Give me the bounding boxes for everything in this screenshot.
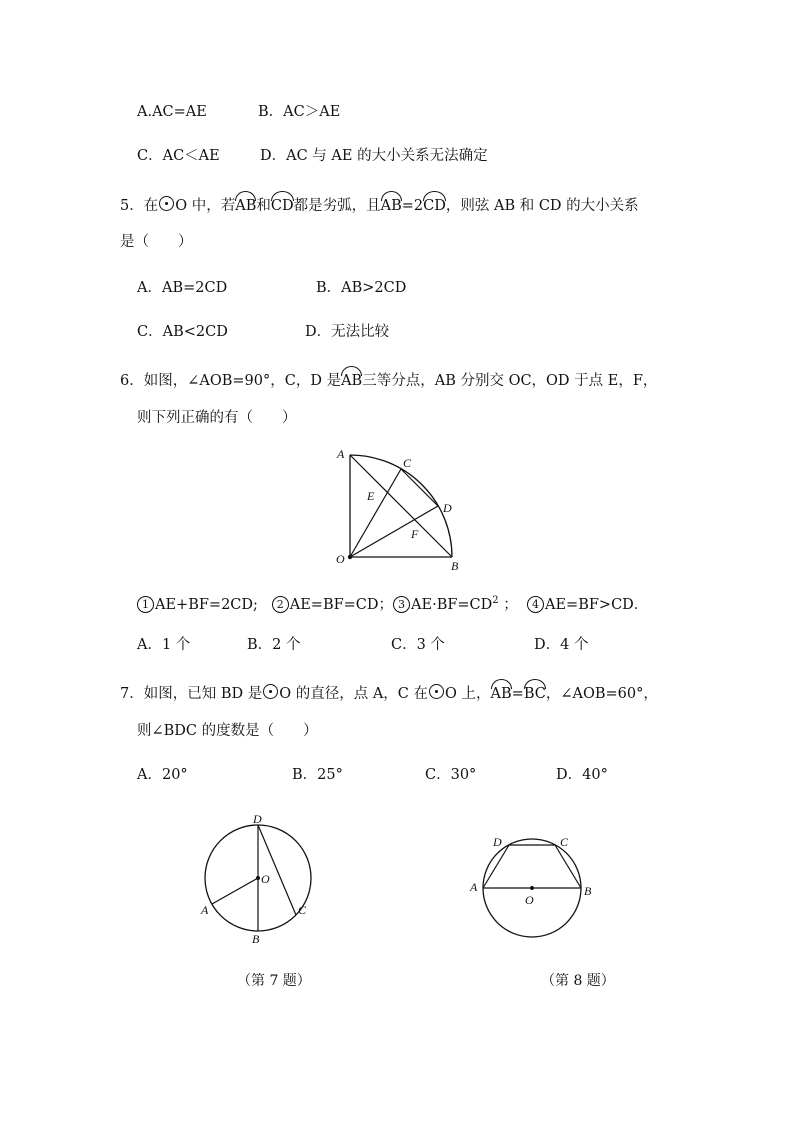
q4-option-c: C．AC＜AE bbox=[137, 148, 220, 164]
q6-option-d: D．4 个 bbox=[534, 637, 589, 653]
circled-4-icon: 4 bbox=[527, 596, 544, 613]
q7-label-d: D bbox=[253, 812, 262, 826]
circled-3-icon: 3 bbox=[393, 596, 410, 613]
q6-option-a: A．1 个 bbox=[137, 637, 191, 653]
q8-figure bbox=[465, 830, 600, 945]
q6-segment-ab bbox=[350, 455, 452, 557]
q7-figure bbox=[195, 810, 325, 945]
q6-label-f: F bbox=[411, 527, 419, 541]
q8-label-c: C bbox=[560, 835, 569, 849]
arc-cd-2: CD bbox=[423, 198, 446, 214]
q7-segment-dc bbox=[258, 825, 296, 915]
arc-cd: CD bbox=[270, 198, 294, 214]
arc-ab: AB bbox=[235, 198, 257, 214]
q7-label-a: A bbox=[201, 903, 209, 917]
arc-ab: AB bbox=[341, 373, 363, 389]
q5-option-c: C．AB<2CD bbox=[137, 324, 228, 340]
q6-point-o bbox=[348, 555, 352, 559]
q7-segment-oa bbox=[212, 878, 258, 904]
q8-segment-ad bbox=[483, 845, 509, 888]
q7-option-a: A．20° bbox=[137, 767, 188, 783]
q8-label-a: A bbox=[470, 880, 478, 894]
q6-option-c: C．3 个 bbox=[391, 637, 445, 653]
q7-label-b: B bbox=[252, 932, 260, 945]
q7-figure-caption: （第 7 题） bbox=[237, 973, 311, 989]
q5-stem-line2: 是（ ） bbox=[120, 234, 193, 250]
q7-label-c: C bbox=[298, 903, 307, 917]
q8-figure-caption: （第 8 题） bbox=[541, 973, 615, 989]
q6-label-a: A bbox=[337, 447, 345, 461]
q7-point-o bbox=[256, 876, 260, 880]
circle-symbol-icon bbox=[159, 196, 174, 211]
q8-label-d: D bbox=[493, 835, 502, 849]
q7-option-d: D．40° bbox=[556, 767, 608, 783]
circled-1-icon: 1 bbox=[137, 596, 154, 613]
circled-2-icon: 2 bbox=[272, 596, 289, 613]
q6-stem-line1: 6．如图，∠AOB=90°，C，D 是AB三等分点，AB 分别交 OC，OD 于点 E，F， bbox=[120, 373, 658, 389]
q5-number: 5． bbox=[120, 198, 144, 214]
q4-option-a: A.AC=AE bbox=[137, 104, 207, 120]
q5-stem-line1: 5．在 O 中，若AB和CD都是劣弧，且AB=2CD，则弦 AB 和 CD 的大小关系 bbox=[120, 198, 639, 214]
arc-ab: AB bbox=[490, 686, 512, 702]
q5-option-a: A．AB=2CD bbox=[137, 280, 228, 296]
q6-segment-od bbox=[350, 506, 438, 557]
q6-option-b: B．2 个 bbox=[247, 637, 301, 653]
q7-stem-line2: 则∠BDC 的度数是（ ） bbox=[137, 723, 318, 739]
q4-option-b: B．AC＞AE bbox=[258, 104, 341, 120]
q6-statements: 1 AE+BF=2CD; 2 AE=BF=CD； 3 $AE\cdot BF=CD^2$ ； 4 AE=BF>CD． bbox=[137, 591, 648, 615]
circle-symbol-icon bbox=[263, 684, 278, 699]
circle-symbol-icon-2 bbox=[429, 684, 444, 699]
q7-option-c: C．30° bbox=[425, 767, 477, 783]
q6-stem-line2: 则下列正确的有（ ） bbox=[137, 410, 297, 426]
q6-label-e: E bbox=[367, 489, 375, 503]
q6-label-d: D bbox=[443, 501, 452, 515]
q6-segment-oc bbox=[350, 469, 401, 557]
q6-figure bbox=[330, 445, 465, 575]
q8-label-o: O bbox=[525, 893, 534, 907]
q5-option-d: D．无法比较 bbox=[305, 324, 390, 340]
q8-segment-cb bbox=[555, 845, 581, 888]
q7-label-o: O bbox=[261, 872, 270, 886]
q4-option-d: D．AC 与 AE 的大小关系无法确定 bbox=[260, 148, 488, 164]
q6-label-b: B bbox=[451, 559, 459, 573]
q6-segment-cd bbox=[401, 469, 438, 506]
q8-point-o bbox=[530, 886, 534, 890]
arc-bc: BC bbox=[523, 686, 546, 702]
q5-option-b: B．AB>2CD bbox=[316, 280, 407, 296]
q6-label-c: C bbox=[403, 456, 412, 470]
arc-ab-2: AB bbox=[380, 198, 402, 214]
q7-number: 7． bbox=[120, 686, 144, 702]
q8-label-b: B bbox=[584, 884, 592, 898]
q7-option-b: B．25° bbox=[292, 767, 343, 783]
q7-stem-line1: 7．如图，已知 BD 是 O 的直径，点 A，C 在 O 上，AB=BC，∠AOB=60°， bbox=[120, 686, 658, 702]
q6-number: 6． bbox=[120, 373, 144, 389]
q6-label-o: O bbox=[336, 552, 345, 566]
